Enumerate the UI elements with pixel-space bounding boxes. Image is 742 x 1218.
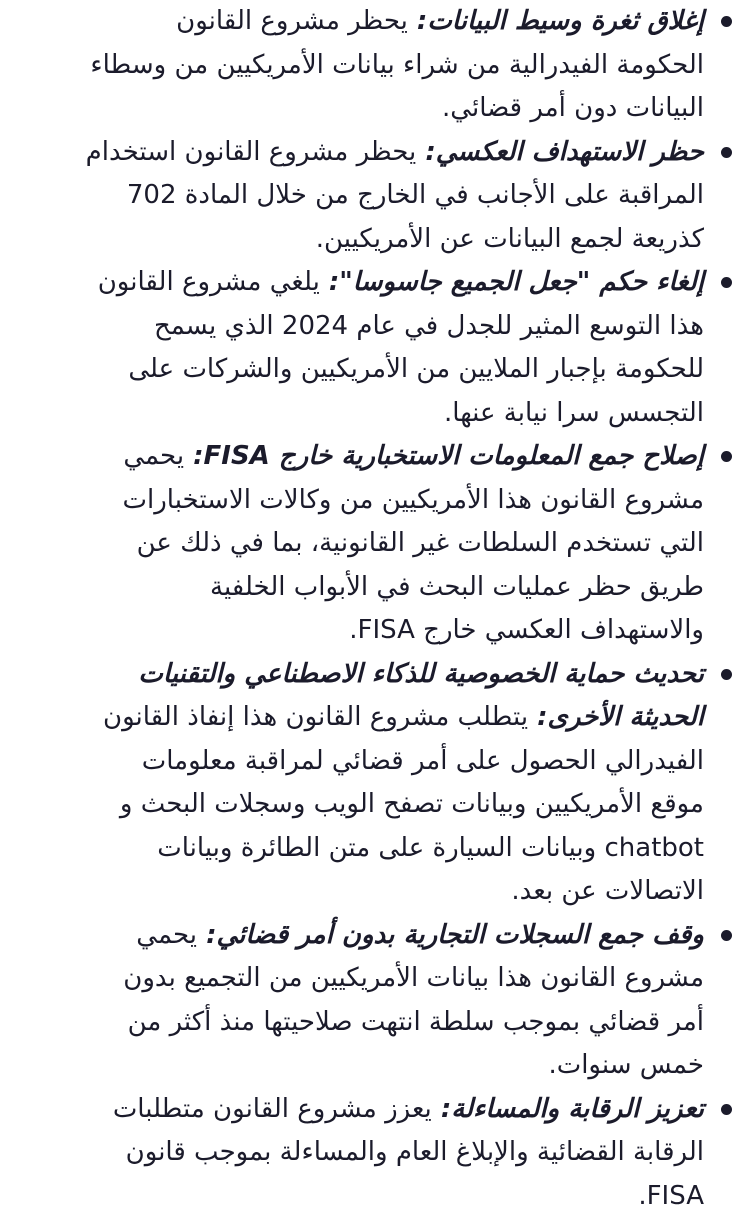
item-title: حظر الاستهداف العكسي: (416, 137, 704, 167)
item-title: إغلاق ثغرة وسيط البيانات: (408, 6, 704, 36)
item-body: يحظر مشروع القانون الحكومة الفيدرالية من شراء بيانات الأمريكيين من وسطاء البيانات دون أمر قضائي. (90, 6, 704, 123)
list-item (84, 914, 704, 1088)
item-title: تحديث حماية الخصوصية للذكاء الاصطناعي والتقنيات الحديثة الأخرى: (138, 659, 704, 733)
list-item (84, 653, 704, 914)
bullet-icon (721, 451, 732, 462)
item-title: وقف جمع السجلات التجارية بدون أمر قضائي: (197, 920, 704, 950)
item-title: تعزيز الرقابة والمساءلة: (432, 1094, 704, 1124)
bullet-icon (721, 147, 732, 158)
item-title: إلغاء حكم "جعل الجميع جاسوسا": (320, 267, 704, 297)
item-body: يعزز مشروع القانون متطلبات الرقابة القضائية والإبلاغ العام والمساءلة بموجب قانون FISA. (113, 1094, 704, 1211)
item-body: يحمي مشروع القانون هذا بيانات الأمريكيين من التجميع بدون أمر قضائي بموجب سلطة انتهت صلاحيتها منذ أكثر من خمس سنوات. (123, 920, 704, 1081)
bullet-icon (721, 930, 732, 941)
item-title: إصلاح جمع المعلومات الاستخبارية خارج FISA: (184, 441, 704, 471)
item-body: يحظر مشروع القانون استخدام المراقبة على الأجانب في الخارج من خلال المادة 702 كذريعة لجمع البيانات عن الأمريكيين. (86, 137, 704, 254)
item-body: يلغي مشروع القانون هذا التوسع المثير للجدل في عام 2024 الذي يسمح للحكومة بإجبار الملايين من الأمريكيين والشركات على التجسس سرا نيابة عنها. (98, 267, 704, 428)
bullet-list (84, 0, 704, 1218)
list-item (84, 1088, 704, 1218)
item-body: يتطلب مشروع القانون هذا إنفاذ القانون الفيدرالي الحصول على أمر قضائي لمراقبة معلومات موقع الأمريكيين وبيانات تصفح الويب وسجلات البحث و chatbot وبيانات السيارة على متن الطائرة وبيانات الاتصالات عن بعد. (103, 702, 704, 906)
bullet-icon (721, 669, 732, 680)
list-item (84, 131, 704, 262)
bullet-icon (721, 1104, 732, 1115)
list-item (84, 0, 704, 131)
list-item (84, 435, 704, 653)
list-item (84, 261, 704, 435)
bullet-icon (721, 16, 732, 27)
bullet-icon (721, 277, 732, 288)
item-body: يحمي مشروع القانون هذا الأمريكيين من وكالات الاستخبارات التي تستخدم السلطات غير القانونية، بما في ذلك عن طريق حظر عمليات البحث في الأبواب الخلفية والاستهداف العكسي خارج FISA. (123, 441, 704, 645)
